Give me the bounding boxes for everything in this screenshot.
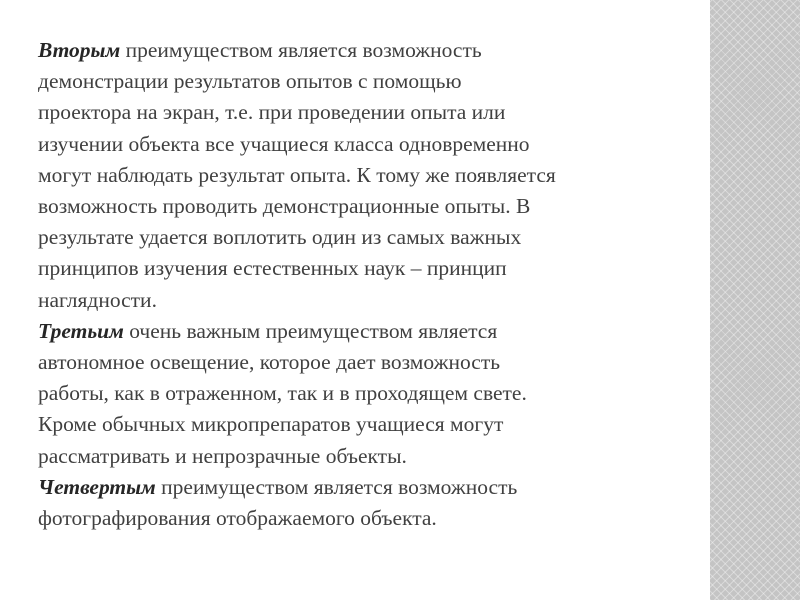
text-line: изучении объекта все учащиеся класса одновременно	[38, 131, 530, 156]
text-line: преимуществом является возможность	[120, 38, 482, 62]
text-line: работы, как в отраженном, так и в проходящем свете.	[38, 381, 527, 406]
text-line: возможность проводить демонстрационные опыты. В	[38, 194, 531, 219]
text-line: Кроме обычных микропрепаратов учащиеся могут	[38, 412, 504, 437]
slide-text-body	[38, 35, 708, 534]
text-line: очень важным преимуществом является	[123, 318, 498, 343]
text-line: демонстрации результатов опытов с помощью	[38, 69, 462, 94]
paragraph-lead-word: Четвертым	[38, 474, 156, 499]
text-line: автономное освещение, которое дает возможность	[38, 350, 501, 375]
text-line: преимуществом является возможность	[155, 474, 518, 499]
text-line: результате удается воплотить один из самых важных	[38, 225, 522, 250]
paragraph-lead-word: Вторым	[38, 38, 121, 62]
text-line: принципов изучения естественных наук – принцип	[38, 256, 507, 281]
text-line: могут наблюдать результат опыта. К тому же появляется	[38, 162, 556, 187]
text-line: рассматривать и непрозрачные объекты.	[38, 443, 407, 468]
text-line: проектора на экран, т.е. при проведении опыта или	[38, 100, 506, 125]
text-line: фотографирования отображаемого объекта.	[38, 506, 437, 531]
text-line: наглядности.	[38, 287, 157, 312]
paragraph-fourth-advantage	[38, 472, 708, 534]
paragraph-lead-word: Третьим	[38, 318, 124, 343]
paragraph-third-advantage	[38, 316, 708, 472]
decorative-side-band	[710, 0, 800, 600]
paragraph-second-advantage	[38, 35, 708, 316]
